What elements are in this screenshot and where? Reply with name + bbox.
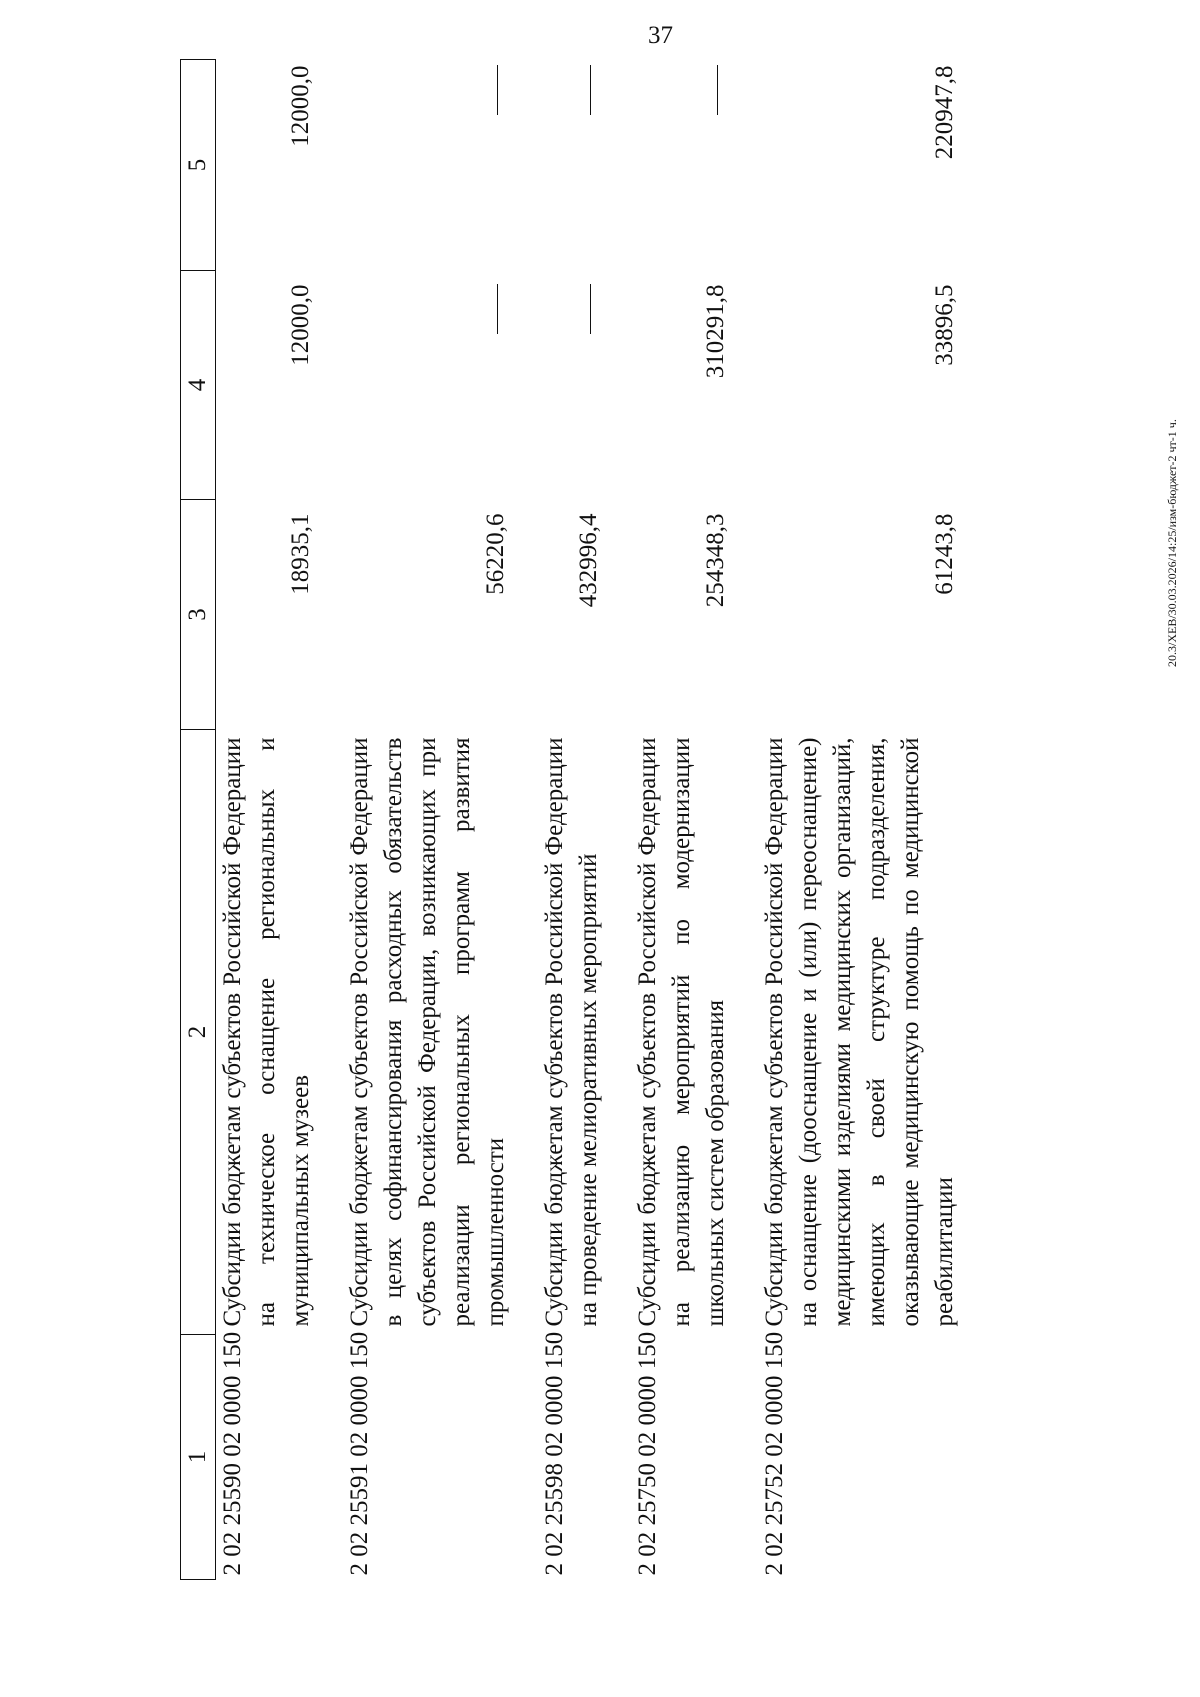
table-row bbox=[340, 60, 535, 1580]
budget-table bbox=[180, 59, 984, 1580]
subsidy-description: Субсидии бюджетам субъектов Российской Федерации на техническое оснащение региональных и муниципальных музеев bbox=[219, 737, 314, 1327]
column-header-1: 1 bbox=[181, 1335, 216, 1580]
dash-mark bbox=[717, 66, 718, 116]
amount-col-4: 33896,5 bbox=[931, 284, 958, 366]
amount-col-5: 12000,0 bbox=[287, 65, 314, 147]
budget-code: 2 02 25591 02 0000 150 bbox=[346, 1331, 373, 1576]
amount-col-5: 220947,8 bbox=[931, 65, 958, 160]
dash-mark bbox=[590, 66, 591, 116]
amount-col-5 bbox=[535, 60, 628, 271]
table-header-row bbox=[181, 60, 216, 1580]
dash-mark bbox=[497, 285, 498, 335]
table-row bbox=[628, 60, 755, 1580]
amount-col-3: 432996,4 bbox=[575, 513, 602, 608]
subsidy-description: Субсидии бюджетам субъектов Российской Федерации на оснащение (дооснащение и (или) переоснащение) медицинскими изделиями медицинских организаций, имеющих в своей структуре подразделения, оказывающие медицинскую помощь по медицинской реабилитации bbox=[761, 737, 958, 1327]
amount-col-3: 18935,1 bbox=[287, 513, 314, 595]
amount-col-5 bbox=[340, 60, 535, 271]
budget-code: 2 02 25590 02 0000 150 bbox=[219, 1331, 246, 1576]
dash-mark bbox=[497, 66, 498, 116]
document-footer-stamp: 20.3/ХЕВ/30.03.2026/14:25/изм-бюджет-2 чт-1 ч. bbox=[1165, 419, 1179, 667]
table-row bbox=[535, 60, 628, 1580]
amount-col-4 bbox=[535, 271, 628, 500]
page-number: 37 bbox=[648, 22, 673, 49]
subsidy-description: Субсидии бюджетам субъектов Российской Федерации в целях софинансирования расходных обязательств субъектов Российской Федерации, возникающих при реализации региональных программ развития промышленности bbox=[346, 737, 509, 1327]
table-row bbox=[755, 60, 984, 1580]
amount-col-5 bbox=[628, 60, 755, 271]
subsidy-description: Субсидии бюджетам субъектов Российской Федерации на реализацию мероприятий по модернизации школьных систем образования bbox=[634, 737, 729, 1327]
amount-col-3: 56220,6 bbox=[482, 513, 509, 595]
budget-code: 2 02 25750 02 0000 150 bbox=[634, 1331, 661, 1576]
budget-code: 2 02 25752 02 0000 150 bbox=[761, 1331, 788, 1576]
amount-col-4: 310291,8 bbox=[702, 284, 729, 379]
table-row bbox=[216, 60, 341, 1580]
column-header-2: 2 bbox=[181, 730, 216, 1335]
column-header-3: 3 bbox=[181, 500, 216, 730]
amount-col-4 bbox=[340, 271, 535, 500]
column-header-4: 4 bbox=[181, 271, 216, 500]
subsidy-description: Субсидии бюджетам субъектов Российской Федерации на проведение мелиоративных мероприятий bbox=[541, 737, 602, 1327]
amount-col-3: 61243,8 bbox=[931, 513, 958, 595]
amount-col-3: 254348,3 bbox=[702, 513, 729, 608]
budget-code: 2 02 25598 02 0000 150 bbox=[541, 1331, 568, 1576]
column-header-5: 5 bbox=[181, 60, 216, 271]
dash-mark bbox=[590, 285, 591, 335]
amount-col-4: 12000,0 bbox=[287, 284, 314, 366]
